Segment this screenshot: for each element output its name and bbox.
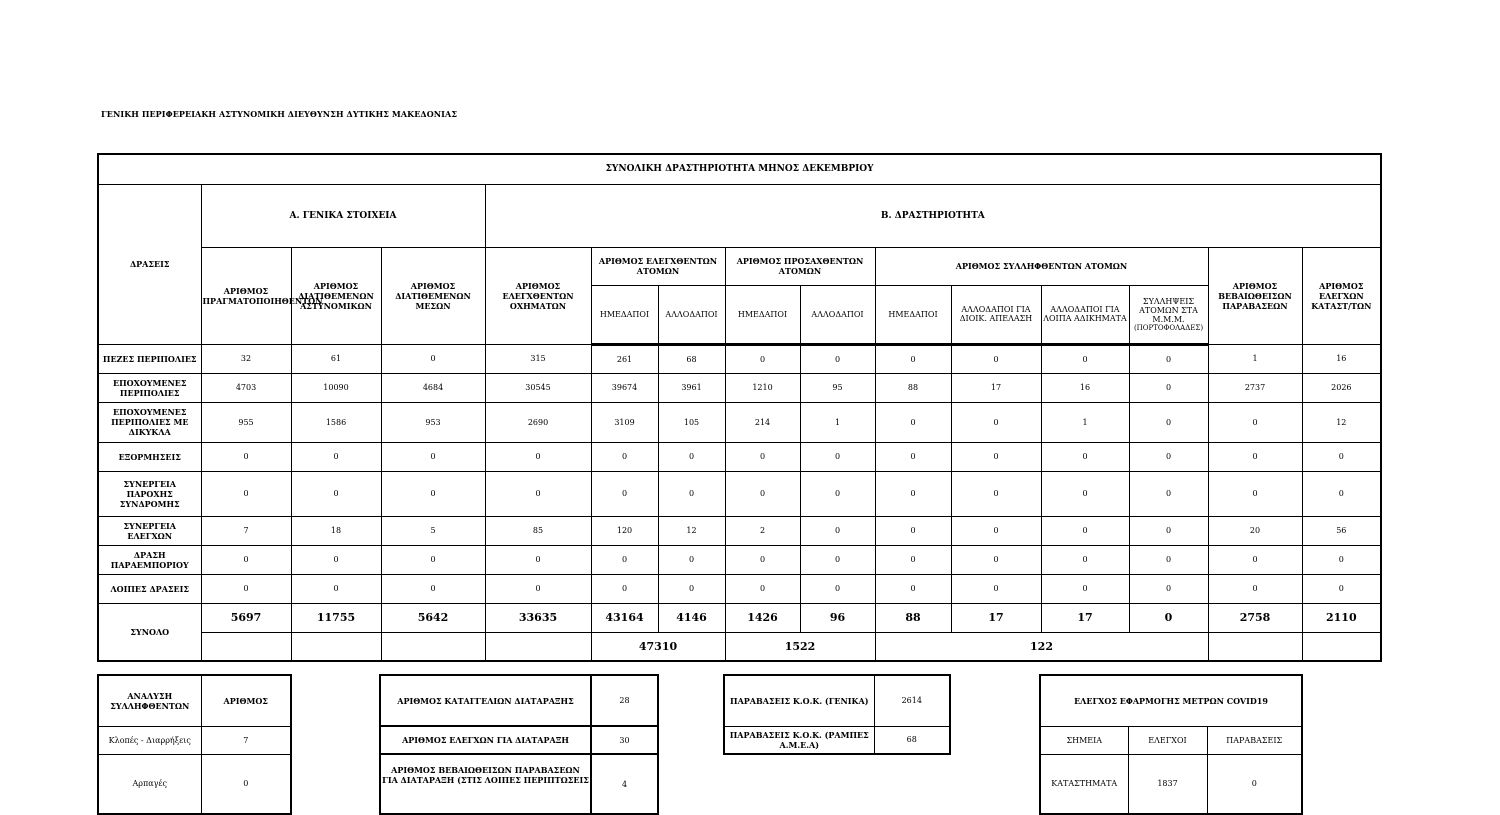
- row-value: 0: [875, 344, 951, 373]
- row-value: 12: [1302, 402, 1381, 442]
- checked-persons-header: ΑΡΙΘΜΟΣ ΕΛΕΓΧΘΕΝΤΩΝ ΑΤΟΜΩΝ: [591, 247, 725, 285]
- row-value: 0: [951, 344, 1041, 373]
- total-arrested-persons: 122: [875, 632, 1208, 661]
- row-value: 0: [800, 516, 875, 545]
- officers-header: ΑΡΙΘΜΟΣ ΔΙΑΤΙΘΕΜΕΝΩΝ ΑΣΤΥΝΟΜΙΚΩΝ: [291, 247, 381, 344]
- row-value: 0: [1129, 373, 1208, 402]
- row-value: 0: [381, 545, 485, 574]
- row-value: 0: [951, 402, 1041, 442]
- row-value: 0: [591, 471, 658, 516]
- row-value: 1586: [291, 402, 381, 442]
- row-value: 0: [1208, 442, 1302, 471]
- row-value: 0: [875, 545, 951, 574]
- checked-foreigners-header: ΑΛΛΟΔΑΠΟΙ: [658, 285, 725, 344]
- row-label: ΕΠΟΧΟΥΜΕΝΕΣ ΠΕΡΙΠΟΛΙΕΣ: [98, 373, 201, 402]
- disturbance-checks-value: 30: [591, 726, 658, 754]
- covid-checks-table: [1039, 674, 1303, 815]
- row-value: 0: [381, 442, 485, 471]
- table-row: [98, 516, 1381, 545]
- row-label: ΛΟΙΠΕΣ ΔΡΑΣΕΙΣ: [98, 574, 201, 603]
- disturbance-checks-label: ΑΡΙΘΜΟΣ ΕΛΕΓΧΩΝ ΓΙΑ ΔΙΑΤΑΡΑΞΗ: [380, 726, 591, 754]
- total-checked-persons: 47310: [591, 632, 725, 661]
- row-value: 0: [725, 545, 800, 574]
- table-row: [98, 344, 1381, 373]
- row-label: ΠΕΖΕΣ ΠΕΡΙΠΟΛΙΕΣ: [98, 344, 201, 373]
- row-value: 0: [1041, 545, 1129, 574]
- row-label: ΔΡΑΣΗ ΠΑΡΑΕΜΠΟΡΙΟΥ: [98, 545, 201, 574]
- row-value: 0: [1129, 471, 1208, 516]
- kok-general-value: 2614: [874, 675, 950, 726]
- row-value: 68: [658, 344, 725, 373]
- row-value: 32: [201, 344, 291, 373]
- covid-title: ΕΛΕΓΧΟΣ ΕΦΑΡΜΟΓΗΣ ΜΕΤΡΩΝ COVID19: [1040, 675, 1302, 726]
- row-value: 4684: [381, 373, 485, 402]
- row-value: 0: [201, 471, 291, 516]
- arrested-mmm-header: [1129, 285, 1208, 344]
- row-label: ΣΥΝΕΡΓΕΙΑ ΕΛΕΓΧΩΝ: [98, 516, 201, 545]
- row-value: 0: [1208, 471, 1302, 516]
- row-value: 0: [291, 574, 381, 603]
- row-value: 0: [875, 516, 951, 545]
- row-value: 0: [800, 344, 875, 373]
- total-empty-cell: [201, 632, 291, 661]
- total-value: 5697: [201, 603, 291, 632]
- row-value: 0: [201, 545, 291, 574]
- row-value: 0: [485, 471, 591, 516]
- row-value: 0: [800, 471, 875, 516]
- row-value: 7: [201, 516, 291, 545]
- arrests-analysis-table: [97, 674, 292, 815]
- row-value: 0: [800, 574, 875, 603]
- row-value: 2: [725, 516, 800, 545]
- total-value: 2758: [1208, 603, 1302, 632]
- row-value: 0: [1129, 344, 1208, 373]
- row-value: 12: [658, 516, 725, 545]
- row-value: 18: [291, 516, 381, 545]
- row-value: 10090: [291, 373, 381, 402]
- row-value: 0: [1129, 545, 1208, 574]
- monthly-activity-table: [97, 153, 1382, 662]
- arrested-foreign-other-header: ΑΛΛΟΔΑΠΟΙ ΓΙΑ ΛΟΙΠΑ ΑΔΙΚΗΜΑΤΑ: [1041, 285, 1129, 344]
- brought-foreigners-header: ΑΛΛΟΔΑΠΟΙ: [800, 285, 875, 344]
- row-value: 30545: [485, 373, 591, 402]
- row-value: 16: [1041, 373, 1129, 402]
- covid-violations: 0: [1207, 754, 1302, 814]
- row-value: 1: [1041, 402, 1129, 442]
- row-value: 0: [1302, 471, 1381, 516]
- row-value: 56: [1302, 516, 1381, 545]
- kok-ramps-label: ΠΑΡΑΒΑΣΕΙΣ Κ.Ο.Κ. (ΡΑΜΠΕΣ Α.Μ.Ε.Α): [724, 726, 874, 754]
- analysis-row-label: Κλοπές - Διαρρήξεις: [98, 726, 201, 754]
- row-value: 85: [485, 516, 591, 545]
- analysis-row-value: 0: [201, 754, 291, 814]
- table-row: [98, 402, 1381, 442]
- row-value: 0: [485, 545, 591, 574]
- row-value: 2690: [485, 402, 591, 442]
- total-value: 96: [800, 603, 875, 632]
- row-value: 0: [291, 442, 381, 471]
- row-value: 0: [485, 442, 591, 471]
- row-value: 0: [875, 442, 951, 471]
- row-value: 0: [1302, 545, 1381, 574]
- row-value: 3961: [658, 373, 725, 402]
- row-value: 0: [291, 545, 381, 574]
- row-value: 1: [800, 402, 875, 442]
- row-value: 0: [951, 545, 1041, 574]
- table-row: [98, 545, 1381, 574]
- violations-header: ΑΡΙΘΜΟΣ ΒΕΒΑΙΩΘΕΙΣΩΝ ΠΑΡΑΒΑΣΕΩΝ: [1208, 247, 1302, 344]
- row-value: 214: [725, 402, 800, 442]
- row-value: 261: [591, 344, 658, 373]
- covid-points-header: ΣΗΜΕΙΑ: [1040, 726, 1128, 754]
- row-value: 0: [1041, 516, 1129, 545]
- total-brought-persons: 1522: [725, 632, 875, 661]
- row-value: 0: [658, 545, 725, 574]
- row-value: 0: [1208, 402, 1302, 442]
- table-row: [98, 471, 1381, 516]
- row-value: 2026: [1302, 373, 1381, 402]
- row-value: 2737: [1208, 373, 1302, 402]
- row-value: 0: [381, 574, 485, 603]
- row-value: 0: [800, 442, 875, 471]
- total-empty-cell: [381, 632, 485, 661]
- total-empty-cell: [291, 632, 381, 661]
- analysis-row-value: 7: [201, 726, 291, 754]
- arrested-mmm-note: (ΠΟΡΤΟΦΟΛΑΔΕΣ): [1133, 323, 1204, 332]
- complaints-value: 28: [591, 675, 658, 726]
- row-value: 1210: [725, 373, 800, 402]
- total-value: 0: [1129, 603, 1208, 632]
- row-value: 17: [951, 373, 1041, 402]
- row-value: 0: [725, 471, 800, 516]
- complaints-label: ΑΡΙΘΜΟΣ ΚΑΤΑΓΓΕΛΙΩΝ ΔΙΑΤΑΡΑΞΗΣ: [380, 675, 591, 726]
- row-value: 105: [658, 402, 725, 442]
- arrested-mmm-label: ΣΥΛΛΗΨΕΙΣ ΑΤΟΜΩΝ ΣΤΑ Μ.Μ.Μ.: [1139, 296, 1198, 324]
- arrested-foreign-deport-header: ΑΛΛΟΔΑΠΟΙ ΓΙΑ ΔΙΟΙΚ. ΑΠΕΛΑΣΗ: [951, 285, 1041, 344]
- row-value: 0: [201, 442, 291, 471]
- row-value: 0: [951, 442, 1041, 471]
- row-value: 0: [1041, 471, 1129, 516]
- row-value: 0: [658, 471, 725, 516]
- organization-header: ΓΕΝΙΚΗ ΠΕΡΙΦΕΡΕΙΑΚΗ ΑΣΤΥΝΟΜΙΚΗ ΔΙΕΥΘΥΝΣΗ ΔΥΤΙΚΗΣ ΜΑΚΕΔΟΝΙΑΣ: [101, 109, 458, 119]
- row-value: 1: [1208, 344, 1302, 373]
- table-row: [98, 574, 1381, 603]
- row-label: ΣΥΝΕΡΓΕΙΑ ΠΑΡΟΧΗΣ ΣΥΝΔΡΟΜΗΣ: [98, 471, 201, 516]
- row-value: 0: [725, 344, 800, 373]
- traffic-violations-table: [723, 674, 951, 755]
- brought-persons-header: ΑΡΙΘΜΟΣ ΠΡΟΣΑΧΘΕΝΤΩΝ ΑΤΟΜΩΝ: [725, 247, 875, 285]
- actions-header: ΔΡΑΣΕΙΣ: [98, 184, 201, 344]
- covid-checks: 1837: [1128, 754, 1207, 814]
- brought-natives-header: ΗΜΕΔΑΠΟΙ: [725, 285, 800, 344]
- row-value: 4703: [201, 373, 291, 402]
- total-value: 33635: [485, 603, 591, 632]
- total-empty-cell: [485, 632, 591, 661]
- row-value: 0: [201, 574, 291, 603]
- total-value: 88: [875, 603, 951, 632]
- total-label: ΣΥΝΟΛΟ: [98, 603, 201, 661]
- row-value: 0: [875, 471, 951, 516]
- row-label: ΕΞΟΡΜΗΣΕΙΣ: [98, 442, 201, 471]
- row-value: 0: [381, 344, 485, 373]
- section-a-header: Α. ΓΕΝΙΚΑ ΣΤΟΙΧΕΙΑ: [201, 184, 485, 247]
- total-value: 4146: [658, 603, 725, 632]
- row-value: 0: [725, 574, 800, 603]
- disturbance-violations-value: 4: [591, 754, 658, 814]
- row-value: 0: [1208, 545, 1302, 574]
- checked-natives-header: ΗΜΕΔΑΠΟΙ: [591, 285, 658, 344]
- row-value: 0: [951, 516, 1041, 545]
- row-value: 955: [201, 402, 291, 442]
- row-value: 0: [485, 574, 591, 603]
- covid-point: ΚΑΤΑΣΤΗΜΑΤΑ: [1040, 754, 1128, 814]
- total-value: 17: [951, 603, 1041, 632]
- row-value: 315: [485, 344, 591, 373]
- row-value: 0: [1129, 402, 1208, 442]
- means-header: ΑΡΙΘΜΟΣ ΔΙΑΤΙΘΕΜΕΝΩΝ ΜΕΣΩΝ: [381, 247, 485, 344]
- covid-violations-header: ΠΑΡΑΒΑΣΕΙΣ: [1207, 726, 1302, 754]
- row-value: 20: [1208, 516, 1302, 545]
- total-value: 5642: [381, 603, 485, 632]
- disturbance-violations-label: ΑΡΙΘΜΟΣ ΒΕΒΑΙΩΘΕΙΣΩΝ ΠΑΡΑΒΑΣΕΩΝ ΓΙΑ ΔΙΑΤΑΡΑΞΗ (ΣΤΙΣ ΛΟΙΠΕΣ ΠΕΡΙΠΤΩΣΕΙΣ: [380, 754, 591, 814]
- row-value: 0: [1129, 516, 1208, 545]
- row-value: 0: [875, 574, 951, 603]
- row-value: 0: [658, 574, 725, 603]
- total-value: 17: [1041, 603, 1129, 632]
- row-value: 0: [800, 545, 875, 574]
- arrested-natives-header: ΗΜΕΔΑΠΟΙ: [875, 285, 951, 344]
- row-value: 5: [381, 516, 485, 545]
- row-value: 0: [951, 471, 1041, 516]
- row-value: 0: [591, 574, 658, 603]
- covid-checks-header: ΕΛΕΓΧΟΙ: [1128, 726, 1207, 754]
- row-value: 0: [725, 442, 800, 471]
- row-value: 0: [591, 442, 658, 471]
- total-value: 43164: [591, 603, 658, 632]
- analysis-row-label: Αρπαγές: [98, 754, 201, 814]
- table-title: ΣΥΝΟΛΙΚΗ ΔΡΑΣΤΗΡΙΟΤΗΤΑ ΜΗΝΟΣ ΔΕΚΕΜΒΡΙΟΥ: [98, 154, 1381, 184]
- row-value: 0: [1129, 574, 1208, 603]
- row-value: 120: [591, 516, 658, 545]
- row-value: 0: [875, 402, 951, 442]
- row-value: 0: [1129, 442, 1208, 471]
- row-value: 0: [291, 471, 381, 516]
- section-b-header: Β. ΔΡΑΣΤΗΡΙΟΤΗΤΑ: [485, 184, 1381, 247]
- row-value: 16: [1302, 344, 1381, 373]
- row-value: 0: [1302, 442, 1381, 471]
- row-value: 0: [381, 471, 485, 516]
- row-label: ΕΠΟΧΟΥΜΕΝΕΣ ΠΕΡΙΠΟΛΙΕΣ ΜΕ ΔΙΚΥΚΛΑ: [98, 402, 201, 442]
- kok-general-label: ΠΑΡΑΒΑΣΕΙΣ Κ.Ο.Κ. (ΓΕΝΙΚΑ): [724, 675, 874, 726]
- total-value: 2110: [1302, 603, 1381, 632]
- total-empty-cell: [1302, 632, 1381, 661]
- table-row: [98, 442, 1381, 471]
- total-value: 1426: [725, 603, 800, 632]
- row-value: 0: [1208, 574, 1302, 603]
- table-row: [98, 373, 1381, 402]
- row-value: 953: [381, 402, 485, 442]
- row-value: 0: [1041, 344, 1129, 373]
- analysis-count-header: ΑΡΙΘΜΟΣ: [201, 675, 291, 726]
- row-value: 0: [1302, 574, 1381, 603]
- total-value: 11755: [291, 603, 381, 632]
- row-value: 61: [291, 344, 381, 373]
- row-value: 0: [951, 574, 1041, 603]
- row-value: 0: [1041, 442, 1129, 471]
- arrested-persons-header: ΑΡΙΘΜΟΣ ΣΥΛΛΗΦΘΕΝΤΩΝ ΑΤΟΜΩΝ: [875, 247, 1208, 285]
- executed-header: ΑΡΙΘΜΟΣ ΠΡΑΓΜΑΤΟΠΟΙΗΘΕΝΤΩΝ: [201, 247, 291, 344]
- kok-ramps-value: 68: [874, 726, 950, 754]
- row-value: 88: [875, 373, 951, 402]
- row-value: 3109: [591, 402, 658, 442]
- disturbance-complaints-table: [379, 674, 659, 815]
- row-value: 39674: [591, 373, 658, 402]
- row-value: 95: [800, 373, 875, 402]
- row-value: 0: [591, 545, 658, 574]
- vehicles-header: ΑΡΙΘΜΟΣ ΕΛΕΓΧΘΕΝΤΩΝ ΟΧΗΜΑΤΩΝ: [485, 247, 591, 344]
- row-value: 0: [1041, 574, 1129, 603]
- row-value: 0: [658, 442, 725, 471]
- shops-header: ΑΡΙΘΜΟΣ ΕΛΕΓΧΩΝ ΚΑΤΑΣΤ/ΤΩΝ: [1302, 247, 1381, 344]
- total-empty-cell: [1208, 632, 1302, 661]
- analysis-label-header: ΑΝΑΛΥΣΗ ΣΥΛΛΗΦΘΕΝΤΩΝ: [98, 675, 201, 726]
